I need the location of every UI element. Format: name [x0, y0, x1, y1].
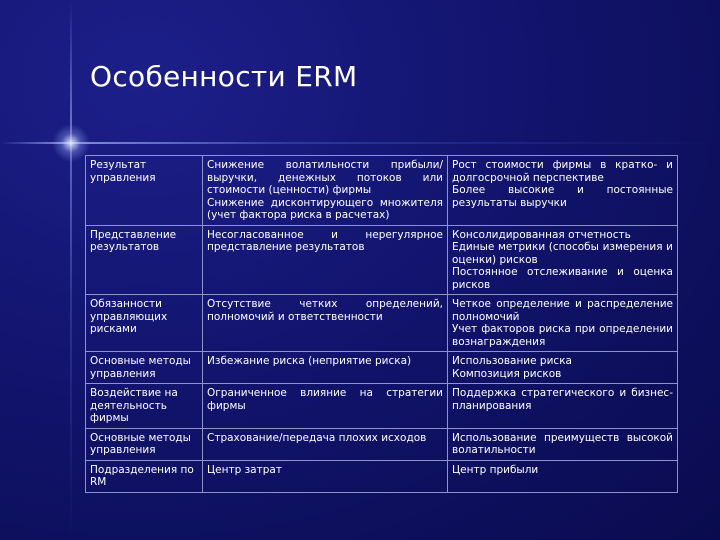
traditional-approach-cell [203, 428, 448, 460]
cell-line: Композиция рисков [452, 367, 562, 380]
table-row [86, 225, 678, 295]
row-label: Обязанности управляющих рисками [90, 298, 168, 335]
slide-title: Особенности ERM [90, 60, 358, 93]
cell-line: Отсутствие четких определений, полномочий и ответственности [207, 298, 443, 323]
cell-line: Центр прибыли [452, 463, 539, 476]
erm-approach-cell [448, 225, 678, 295]
cell-line: Единые метрики (способы измерения и оценки) рисков [452, 241, 673, 266]
cell-line: Снижение волатильности прибыли/выручки, денежных потоков или стоимости (ценности) фирмы [207, 159, 443, 196]
row-label-cell [86, 428, 203, 460]
row-label-cell [86, 352, 203, 384]
cell-line: Несогласованное и нерегулярное представление результатов [207, 228, 443, 253]
cell-line: Поддержка стратегического и бизнес-планирования [452, 387, 673, 412]
erm-approach-cell [448, 295, 678, 352]
cell-line: Использование риска [452, 355, 572, 367]
cell-line: Постоянное отслеживание и оценка рисков [452, 266, 673, 291]
row-label-cell [86, 295, 203, 352]
lens-flare-vertical [70, 0, 72, 540]
traditional-approach-cell [203, 460, 448, 492]
row-label-cell [86, 156, 203, 226]
table-row [86, 352, 678, 384]
table-row [86, 384, 678, 429]
cell-line: Рост стоимости фирмы в кратко- и долгосрочной перспективе [452, 159, 673, 184]
table-row [86, 460, 678, 492]
lens-flare-horizontal [0, 142, 720, 144]
erm-approach-cell [448, 156, 678, 226]
row-label-cell [86, 225, 203, 295]
row-label: Подразделения по RM [90, 463, 194, 488]
table-body [86, 156, 678, 493]
cell-line: Центр затрат [207, 463, 282, 476]
row-label-cell [86, 384, 203, 429]
cell-line: Избежание риска (неприятие риска) [207, 355, 412, 367]
row-label: Основные методы управления [90, 431, 191, 456]
row-label: Основные методы управления [90, 355, 191, 380]
cell-line: Более высокие и постоянные результаты выручки [452, 184, 673, 209]
traditional-approach-cell [203, 225, 448, 295]
row-label-cell [86, 460, 203, 492]
table-row [86, 295, 678, 352]
traditional-approach-cell [203, 156, 448, 226]
cell-line: Страхование/передача плохих исходов [207, 431, 427, 444]
traditional-approach-cell [203, 295, 448, 352]
row-label: Представление результатов [90, 228, 177, 253]
cell-line: Использование преимуществ высокой волатильности [452, 431, 673, 456]
traditional-approach-cell [203, 384, 448, 429]
cell-line: Консолидированная отчетность [452, 228, 631, 241]
erm-approach-cell [448, 428, 678, 460]
table-row [86, 156, 678, 226]
table-row [86, 428, 678, 460]
cell-line: Четкое определение и распределение полномочий [452, 298, 673, 323]
traditional-approach-cell [203, 352, 448, 384]
cell-line: Учет факторов риска при определении вознаграждения [452, 323, 673, 348]
erm-approach-cell [448, 352, 678, 384]
cell-line: Ограниченное влияние на стратегии фирмы [207, 387, 443, 412]
row-label: Результат управления [90, 159, 156, 184]
comparison-table [85, 155, 678, 493]
erm-approach-cell [448, 384, 678, 429]
cell-line: Снижение дисконтирующего множителя (учет фактора риска в расчетах) [207, 196, 443, 221]
row-label: Воздействие на деятельность фирмы [90, 387, 178, 424]
erm-approach-cell [448, 460, 678, 492]
